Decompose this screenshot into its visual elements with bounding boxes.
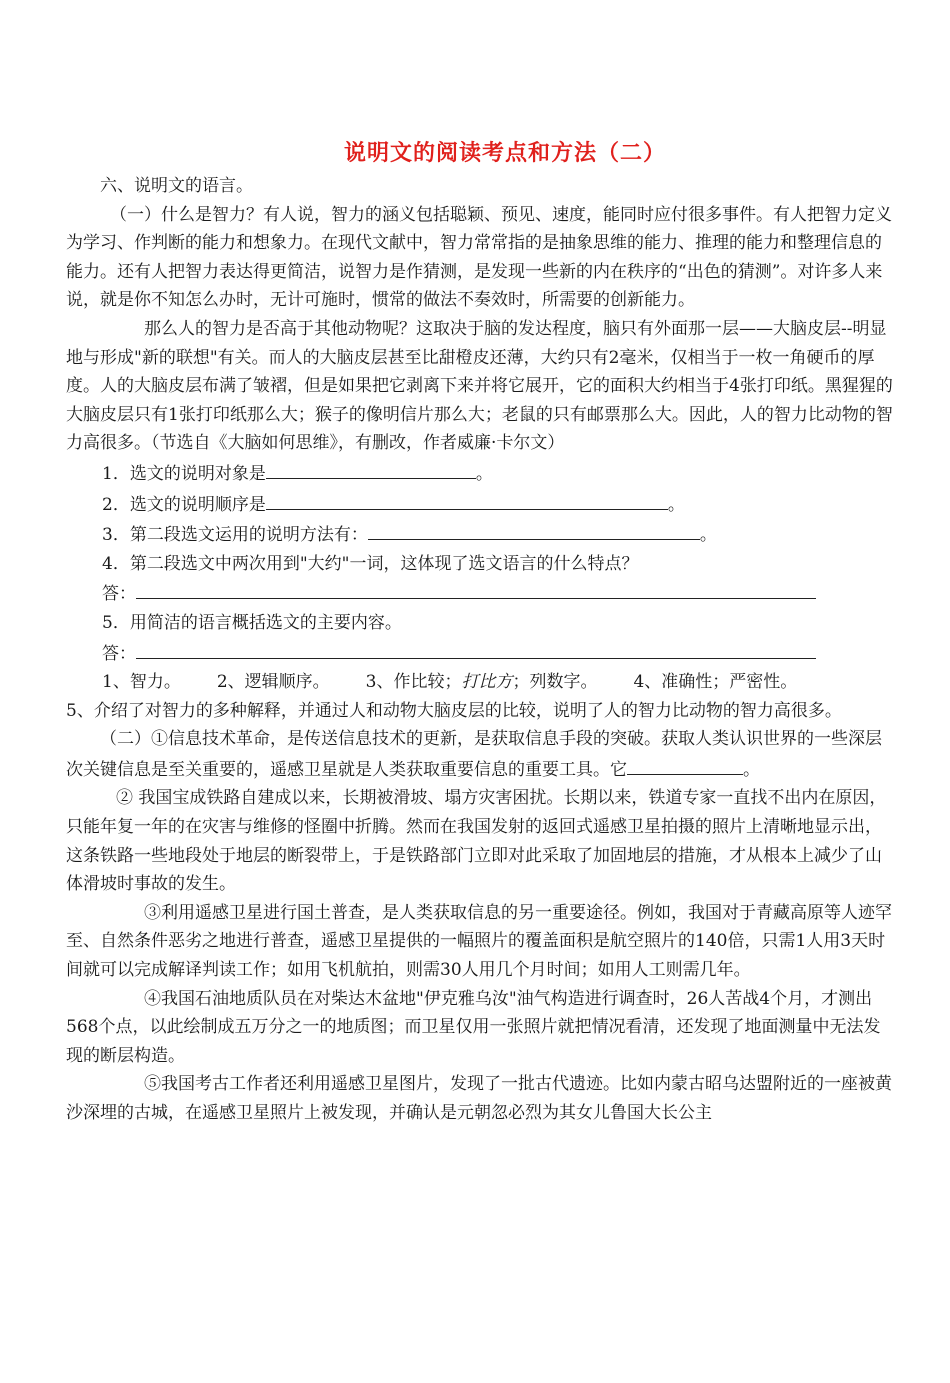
question-2 <box>66 489 896 520</box>
answer-key-line <box>66 668 896 697</box>
answer-blank-5[interactable] <box>136 638 816 659</box>
answer-4-label: 答： <box>102 584 136 605</box>
passage2-paragraph1-text: （二）①信息技术革命，是传送信息技术的更新，是获取信息手段的突破。获取人类认识世界的一些深层次关键信息是至关重要的，遥感卫星就是人类获取重要信息的重要工具。它 <box>66 729 882 780</box>
answer-key-5: 5、介绍了对智力的多种解释，并通过人和动物大脑皮层的比较，说明了人的智力比动物的智力高很多。 <box>66 700 842 721</box>
answer-key-3a: 3、作比较； <box>365 672 462 693</box>
question-4: 4．第二段选文中两次用到"大约"一词，这体现了选文语言的什么特点？ <box>102 553 639 574</box>
question-1-period: 。 <box>475 463 493 484</box>
answer-blank-2[interactable] <box>266 489 668 510</box>
answer-blank-4[interactable] <box>136 578 816 599</box>
passage2-paragraph4: ④我国石油地质队员在对柴达木盆地"伊克雅乌汝"油气构造进行调查时，26人苦战4个月，才测出568个点，以此绘制成五万分之一的地质图；而卫星仅用一张照片就把情况看清，还发现了地面测量中无法发现的断层构造。 <box>66 988 881 1066</box>
document-body <box>66 172 896 1128</box>
question-1-text: 1．选文的说明对象是 <box>102 463 266 484</box>
question-2-text: 2．选文的说明顺序是 <box>102 494 266 515</box>
answer-blank-6a[interactable] <box>627 754 729 775</box>
answer-blank-6b[interactable] <box>729 754 743 775</box>
answer-blank-3[interactable] <box>368 519 700 540</box>
answer-line-4 <box>66 578 896 609</box>
answer-key-3b: 打比方 <box>461 672 513 693</box>
answer-line-5 <box>66 638 896 669</box>
answer-5-label: 答： <box>102 643 136 664</box>
answer-key-3c: ；列数字。 <box>512 672 598 693</box>
passage1-paragraph1: （一）什么是智力？有人说，智力的涵义包括聪颖、预见、速度，能同时应付很多事件。有人把智力定义为学习、作判断的能力和想象力。在现代文献中，智力常常指的是抽象思维的能力、推理的能力和整理信息的能力。还有人把智力表达得更简洁，说智力是作猜测，是发现一些新的内在秩序的“出色的猜测”。对许多人来说，就是你不知怎么办时，无计可施时，惯常的做法不奏效时，所需要的创新能力。 <box>66 204 892 311</box>
answer-key-1: 1、智力。 <box>102 672 181 693</box>
passage2-paragraph1 <box>66 725 896 784</box>
answer-blank-1[interactable] <box>266 458 476 479</box>
answer-key-4: 4、准确性；严密性。 <box>633 672 798 693</box>
question-3-period: 。 <box>699 525 717 546</box>
section-heading: 六、说明文的语言。 <box>100 176 253 196</box>
passage2-paragraph1-end: 。 <box>743 759 760 780</box>
question-5: 5．用简洁的语言概括选文的主要内容。 <box>102 612 402 633</box>
passage2-paragraph5: ⑤我国考古工作者还利用遥感卫星图片，发现了一批古代遗迹。比如内蒙古昭乌达盟附近的一座被黄沙深埋的古城，在遥感卫星照片上被发现，并确认是元朝忽必烈为其女儿鲁国大长公主 <box>66 1074 892 1123</box>
document-title: 说明文的阅读考点和方法（二） <box>343 140 666 166</box>
passage2-paragraph3: ③利用遥感卫星进行国土普查，是人类获取信息的另一重要途径。例如，我国对于青藏高原等人迹罕至、自然条件恶劣之地进行普查，遥感卫星提供的一幅照片的覆盖面积是航空照片的140倍，只需1人用3天时间就可以完成解译判读工作；如用飞机航拍，则需30人用几个月时间；如用人工则需几年。 <box>66 902 892 981</box>
question-2-period: 。 <box>667 494 685 515</box>
passage1-paragraph2: 那么人的智力是否高于其他动物呢？这取决于脑的发达程度，脑只有外面那一层——大脑皮层--明显地与形成"新的联想"有关。而人的大脑皮层甚至比甜橙皮还薄，大约只有2毫米，仅相当于一枚一角硬币的厚度。人的大脑皮层布满了皱褶，但是如果把它剥离下来并将它展开，它的面积大约相当于4张打印纸。黑猩猩的大脑皮层只有1张打印纸那么大；猴子的像明信片那么大；老鼠的只有邮票那么大。因此，人的智力比动物的智力高很多。（节选自《大脑如何思维》，有删改，作者威廉·卡尔文） <box>66 318 893 454</box>
question-1 <box>66 458 896 489</box>
answer-key-2: 2、逻辑顺序。 <box>216 672 330 693</box>
question-3 <box>66 519 896 550</box>
passage2-paragraph2: ② 我国宝成铁路自建成以来，长期被滑坡、塌方灾害困扰。长期以来，铁道专家一直找不出内在原因，只能年复一年的在灾害与维修的怪圈中折腾。然而在我国发射的返回式遥感卫星拍摄的照片上清晰地显示出，这条铁路一些地段处于地层的断裂带上，于是铁路部门立即对此采取了加固地层的措施，才从根本上减少了山体滑坡时事故的发生。 <box>66 788 887 895</box>
question-3-text: 3．第二段选文运用的说明方法有： <box>102 525 368 546</box>
